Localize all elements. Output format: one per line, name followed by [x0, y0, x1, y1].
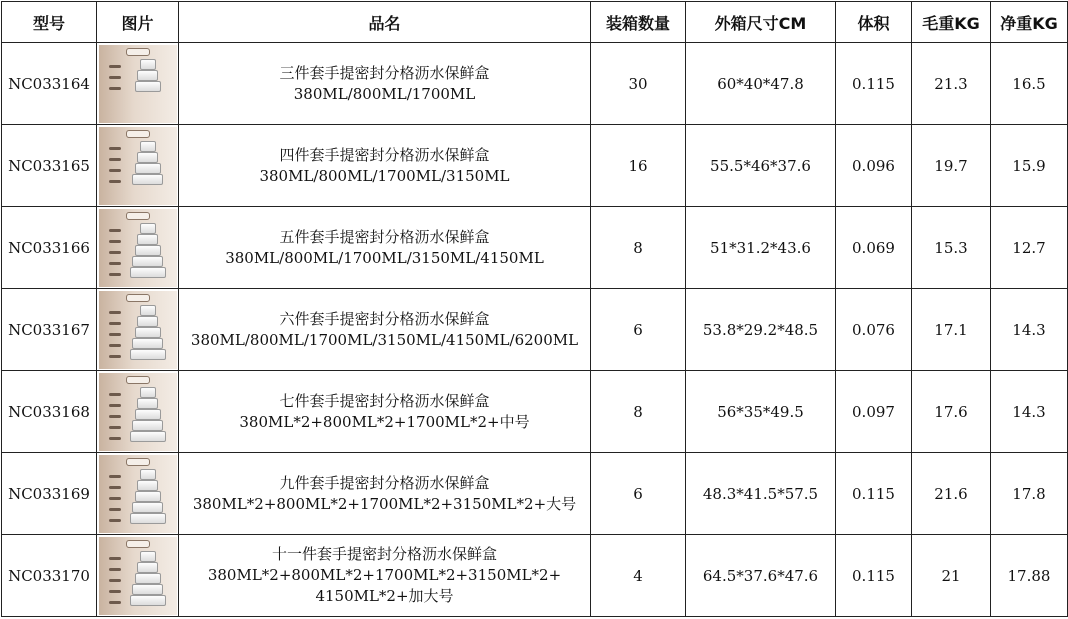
product-spec-table: [1, 1, 1068, 617]
table-row: [2, 125, 1068, 207]
volume-cell: 0.115: [836, 43, 912, 125]
thumbnail-label-mark: [109, 180, 121, 183]
carton-size-cell: 60*40*47.8: [686, 43, 836, 125]
container-box-icon: [140, 305, 156, 316]
product-thumbnail: [99, 45, 177, 123]
gross-weight-cell: 21.3: [912, 43, 991, 125]
header-net-weight: 净重KG: [991, 2, 1068, 43]
container-box-icon: [135, 491, 161, 502]
thumbnail-label-mark: [109, 344, 121, 347]
container-box-icon: [137, 480, 158, 491]
net-weight-cell: 14.3: [991, 289, 1068, 371]
model-cell: NC033169: [2, 453, 97, 535]
product-name-line: 七件套手提密封分格沥水保鲜盒: [279, 391, 490, 410]
table-row: [2, 43, 1068, 125]
model-cell: NC033168: [2, 371, 97, 453]
model-cell: NC033164: [2, 43, 97, 125]
product-name-line: 四件套手提密封分格沥水保鲜盒: [279, 145, 490, 164]
header-name: 品名: [179, 2, 591, 43]
thumbnail-badge: [126, 294, 150, 302]
container-box-icon: [132, 420, 163, 431]
qty-cell: 30: [591, 43, 686, 125]
thumbnail-label-mark: [109, 240, 121, 243]
container-box-icon: [137, 562, 158, 573]
container-box-icon: [135, 409, 161, 420]
container-box-icon: [137, 152, 158, 163]
thumbnail-badge: [126, 212, 150, 220]
product-thumbnail: [99, 291, 177, 369]
qty-cell: 8: [591, 371, 686, 453]
thumbnail-badge: [126, 540, 150, 548]
gross-weight-cell: 15.3: [912, 207, 991, 289]
container-box-icon: [135, 573, 161, 584]
table-row: [2, 535, 1068, 617]
header-model: 型号: [2, 2, 97, 43]
net-weight-cell: 14.3: [991, 371, 1068, 453]
product-name-cell: [179, 453, 591, 535]
header-gross-weight: 毛重KG: [912, 2, 991, 43]
net-weight-cell: 17.88: [991, 535, 1068, 617]
qty-cell: 16: [591, 125, 686, 207]
thumbnail-label-mark: [109, 519, 121, 522]
thumbnail-badge: [126, 376, 150, 384]
container-box-icon: [132, 584, 163, 595]
net-weight-cell: 12.7: [991, 207, 1068, 289]
carton-size-cell: 55.5*46*37.6: [686, 125, 836, 207]
product-thumbnail: [99, 209, 177, 287]
product-name-line: 六件套手提密封分格沥水保鲜盒: [279, 309, 490, 328]
gross-weight-cell: 21: [912, 535, 991, 617]
container-box-icon: [130, 267, 166, 278]
thumbnail-label-mark: [109, 169, 121, 172]
thumbnail-label-mark: [109, 229, 121, 232]
container-box-icon: [132, 174, 163, 185]
container-box-icon: [135, 327, 161, 338]
product-name-cell: [179, 535, 591, 617]
volume-cell: 0.097: [836, 371, 912, 453]
thumbnail-label-mark: [109, 579, 121, 582]
container-box-icon: [137, 234, 158, 245]
volume-cell: 0.069: [836, 207, 912, 289]
thumbnail-label-mark: [109, 147, 121, 150]
qty-cell: 8: [591, 207, 686, 289]
thumbnail-badge: [126, 458, 150, 466]
volume-cell: 0.096: [836, 125, 912, 207]
model-cell: NC033165: [2, 125, 97, 207]
thumbnail-label-mark: [109, 393, 121, 396]
header-volume: 体积: [836, 2, 912, 43]
thumbnail-label-mark: [109, 76, 121, 79]
volume-cell: 0.076: [836, 289, 912, 371]
table-row: [2, 289, 1068, 371]
container-box-icon: [140, 141, 156, 152]
carton-size-cell: 48.3*41.5*57.5: [686, 453, 836, 535]
container-box-icon: [130, 431, 166, 442]
container-box-icon: [135, 81, 161, 92]
carton-size-cell: 64.5*37.6*47.6: [686, 535, 836, 617]
thumbnail-label-mark: [109, 333, 121, 336]
thumbnail-label-mark: [109, 475, 121, 478]
product-name-line: 380ML/800ML/1700ML/3150ML/4150ML/6200ML: [190, 330, 579, 349]
thumbnail-label-mark: [109, 437, 121, 440]
container-box-icon: [137, 70, 158, 81]
product-name-line: 九件套手提密封分格沥水保鲜盒: [279, 473, 490, 492]
container-box-icon: [140, 59, 156, 70]
thumbnail-label-mark: [109, 508, 121, 511]
product-name-line: 380ML*2+800ML*2+1700ML*2+中号: [239, 412, 530, 431]
thumbnail-label-mark: [109, 273, 121, 276]
thumbnail-badge: [126, 48, 150, 56]
thumbnail-label-mark: [109, 322, 121, 325]
product-thumbnail: [99, 537, 177, 615]
qty-cell: 4: [591, 535, 686, 617]
thumbnail-label-mark: [109, 158, 121, 161]
table-row: [2, 207, 1068, 289]
net-weight-cell: 17.8: [991, 453, 1068, 535]
thumbnail-label-mark: [109, 355, 121, 358]
volume-cell: 0.115: [836, 453, 912, 535]
product-name-cell: [179, 289, 591, 371]
product-name-line: 五件套手提密封分格沥水保鲜盒: [279, 227, 490, 246]
header-image: 图片: [97, 2, 179, 43]
thumbnail-label-mark: [109, 404, 121, 407]
product-name-cell: [179, 371, 591, 453]
product-name-line: 380ML/800ML/1700ML: [293, 84, 476, 103]
header-size: 外箱尺寸CM: [686, 2, 836, 43]
thumbnail-label-mark: [109, 590, 121, 593]
carton-size-cell: 51*31.2*43.6: [686, 207, 836, 289]
product-name-cell: [179, 207, 591, 289]
container-box-icon: [140, 387, 156, 398]
thumbnail-label-mark: [109, 87, 121, 90]
product-name-line: 三件套手提密封分格沥水保鲜盒: [279, 63, 490, 82]
container-box-icon: [130, 513, 166, 524]
volume-cell: 0.115: [836, 535, 912, 617]
gross-weight-cell: 21.6: [912, 453, 991, 535]
net-weight-cell: 15.9: [991, 125, 1068, 207]
product-name-line: 380ML/800ML/1700ML/3150ML/4150ML: [225, 248, 544, 267]
thumbnail-label-mark: [109, 601, 121, 604]
container-box-icon: [135, 245, 161, 256]
product-name-line: 4150ML*2+加大号: [315, 587, 454, 605]
product-name-line: 380ML*2+800ML*2+1700ML*2+3150ML*2+: [207, 566, 562, 584]
thumbnail-badge: [126, 130, 150, 138]
container-box-icon: [132, 338, 163, 349]
model-cell: NC033166: [2, 207, 97, 289]
carton-size-cell: 53.8*29.2*48.5: [686, 289, 836, 371]
product-name-line: 380ML*2+800ML*2+1700ML*2+3150ML*2+大号: [192, 494, 577, 513]
net-weight-cell: 16.5: [991, 43, 1068, 125]
thumbnail-label-mark: [109, 497, 121, 500]
container-box-icon: [130, 595, 166, 606]
product-name-cell: [179, 125, 591, 207]
qty-cell: 6: [591, 453, 686, 535]
product-thumbnail: [99, 127, 177, 205]
model-cell: NC033167: [2, 289, 97, 371]
header-qty: 装箱数量: [591, 2, 686, 43]
thumbnail-label-mark: [109, 557, 121, 560]
qty-cell: 6: [591, 289, 686, 371]
container-box-icon: [132, 502, 163, 513]
product-name-line: 380ML/800ML/1700ML/3150ML: [259, 166, 510, 185]
product-thumbnail: [99, 455, 177, 533]
thumbnail-label-mark: [109, 311, 121, 314]
product-name-cell: [179, 43, 591, 125]
gross-weight-cell: 19.7: [912, 125, 991, 207]
thumbnail-label-mark: [109, 486, 121, 489]
image-cell: [97, 535, 179, 617]
thumbnail-label-mark: [109, 262, 121, 265]
table-row: [2, 371, 1068, 453]
image-cell: [97, 289, 179, 371]
product-name-line: 十一件套手提密封分格沥水保鲜盒: [271, 545, 497, 563]
model-cell: NC033170: [2, 535, 97, 617]
thumbnail-label-mark: [109, 426, 121, 429]
container-box-icon: [140, 223, 156, 234]
gross-weight-cell: 17.6: [912, 371, 991, 453]
gross-weight-cell: 17.1: [912, 289, 991, 371]
product-thumbnail: [99, 373, 177, 451]
image-cell: [97, 453, 179, 535]
image-cell: [97, 371, 179, 453]
image-cell: [97, 125, 179, 207]
table-row: [2, 453, 1068, 535]
container-box-icon: [137, 398, 158, 409]
container-box-icon: [135, 163, 161, 174]
thumbnail-label-mark: [109, 251, 121, 254]
container-box-icon: [140, 551, 156, 562]
image-cell: [97, 43, 179, 125]
container-box-icon: [140, 469, 156, 480]
thumbnail-label-mark: [109, 65, 121, 68]
thumbnail-label-mark: [109, 415, 121, 418]
image-cell: [97, 207, 179, 289]
container-box-icon: [137, 316, 158, 327]
container-box-icon: [132, 256, 163, 267]
container-box-icon: [130, 349, 166, 360]
thumbnail-label-mark: [109, 568, 121, 571]
header-row: [2, 2, 1068, 43]
carton-size-cell: 56*35*49.5: [686, 371, 836, 453]
